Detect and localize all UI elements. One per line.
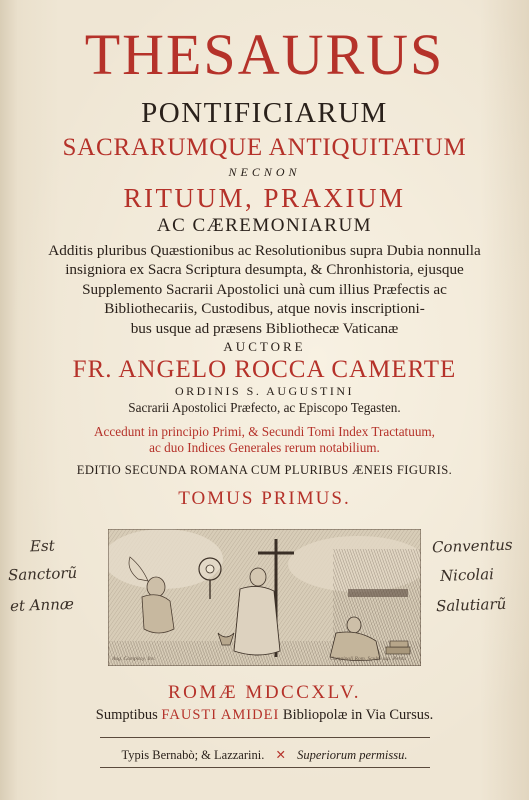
- imprint-permission: Superiorum permissu.: [297, 748, 408, 762]
- imprint-sumptibus-suffix: Bibliopolæ in Via Cursus.: [282, 707, 434, 723]
- volume-title: TOMUS PRIMUS.: [178, 488, 351, 509]
- handwriting-left-3: et Annæ: [9, 594, 75, 616]
- title-line-4: NECNON: [228, 165, 301, 179]
- title-main: THESAURUS: [84, 22, 445, 87]
- author-office: Sacrarii Apostolici Præfecto, ac Episcopo Tegasten.: [128, 400, 401, 415]
- engraving-caption-left: Aug. Campitoy. Inv.: [112, 656, 156, 662]
- imprint-sumptibus: [0, 706, 529, 725]
- imprint-typis-line: [0, 747, 529, 764]
- description-line: Supplemento Sacrarii Apostolici unà cum illius Præfectis ac: [82, 280, 447, 298]
- description-block: [0, 241, 529, 338]
- title-line-6: AC CÆREMONIARUM: [156, 215, 373, 236]
- author-name: FR. ANGELO ROCCA CAMERTE: [72, 356, 457, 383]
- description-line: Additis pluribus Quæstionibus ac Resolutionibus supra Dubia nonnulla: [48, 242, 481, 259]
- accedunt-line-2: ac duo Indices Generales rerum notabilium.: [149, 440, 380, 455]
- edition-note: EDITIO SECUNDA ROMANA CUM PLURIBUS ÆNEIS FIGURIS.: [76, 463, 453, 477]
- imprint-place-date: ROMÆ MDCCXLV.: [168, 682, 361, 703]
- description-line: insigniora ex Sacra Scriptura desumpta, & Chronhistoria, ejusque: [65, 261, 464, 279]
- engraving-caption-right: Campipoli Rom. Sculp. sup. Perm.: [330, 656, 407, 662]
- title-line-2: PONTIFICIARUM: [141, 97, 388, 129]
- engraving-vignette: [108, 529, 421, 666]
- imprint-typis: Typis Bernabò; & Lazzarini.: [121, 748, 265, 762]
- imprint-printer-name: FAUSTI AMIDEI: [161, 707, 280, 723]
- imprint-sumptibus-prefix: Sumptibus: [95, 707, 158, 723]
- top-rule: [100, 737, 430, 738]
- handwriting-left-2: Sanctorũ: [7, 563, 78, 585]
- cross-separator-icon: ✕: [275, 748, 286, 762]
- title-line-3: SACRARUMQUE ANTIQUITATUM: [62, 134, 467, 161]
- title-line-5: RITUUM, PRAXIUM: [123, 183, 406, 213]
- handwriting-right-2: Nicolai: [439, 565, 495, 585]
- handwriting-right-1: Conventus: [431, 535, 513, 557]
- author-order: ORDINIS S. AUGUSTINI: [174, 384, 354, 398]
- handwriting-right-3: Salutiarũ: [435, 594, 507, 616]
- author-label: AUCTORE: [223, 339, 306, 354]
- description-line: Bibliothecariis, Custodibus, atque novis inscriptioni-: [104, 300, 425, 318]
- description-line: bus usque ad præsens Bibliothecæ Vaticanæ: [130, 319, 399, 337]
- handwriting-left-1: Est: [29, 536, 55, 556]
- bottom-rule: [100, 767, 430, 768]
- accedunt-line-1: Accedunt in principio Primi, & Secundi Tomi Index Tractatuum,: [94, 424, 435, 439]
